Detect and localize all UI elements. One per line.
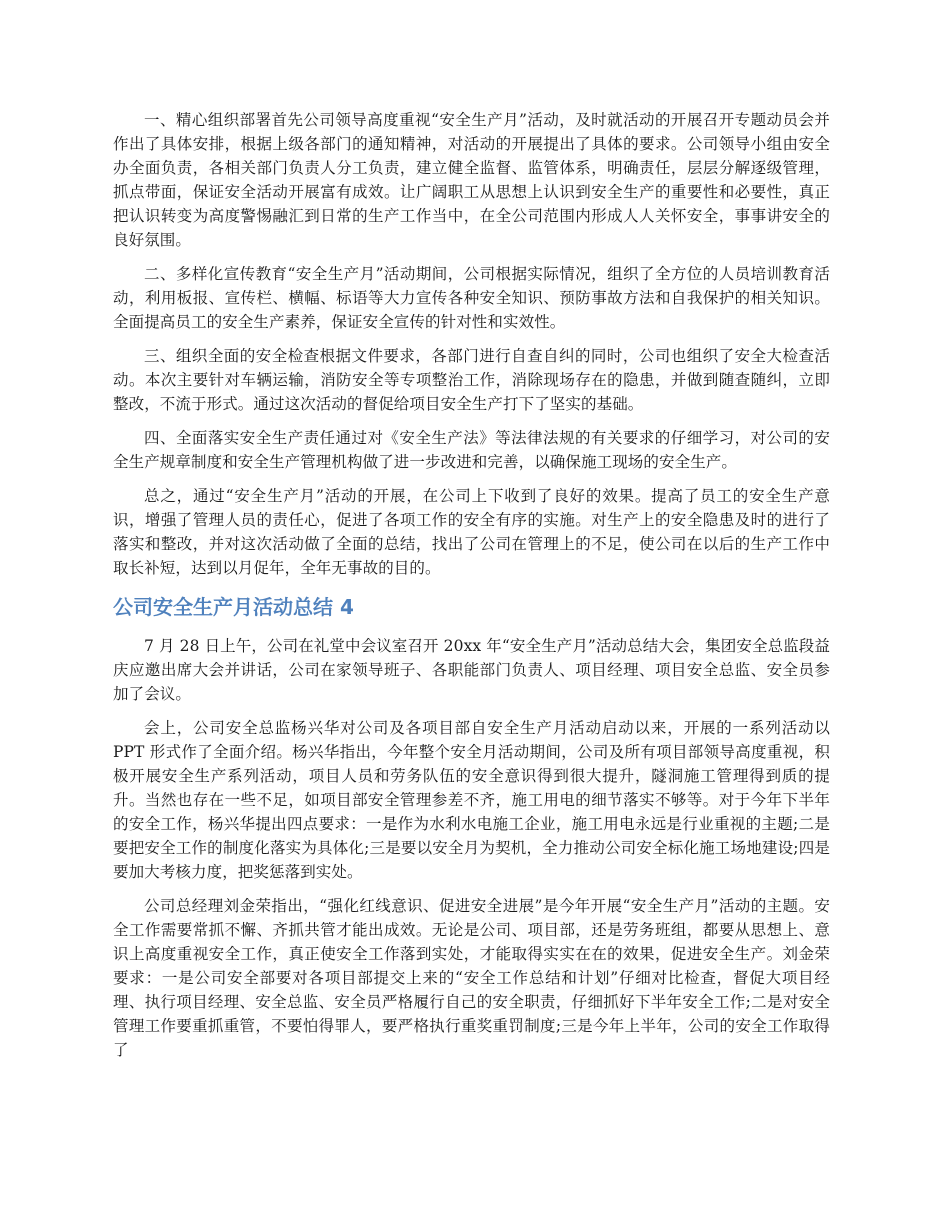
paragraph-general-manager-speech: 公司总经理刘金荣指出，“强化红线意识、促进安全进展”是今年开展“安全生产月”活动的主题。安全工作需要常抓不懈、齐抓共管才能出成效。无论是公司、项目部，还是劳务班组，都要从思想上、意识上高度重视安全工作，真正使安全工作落到实处，才能取得实实在在的效果，促进安全生产。刘金荣要求：一是公司安全部要对各项目部提交上来的“安全工作总结和计划”仔细对比检查，督促大项目经理、执行项目经理、安全总监、安全员严格履行自己的安全职责，仔细抓好下半年安全工作;二是对安全管理工作要重抓重管，不要怕得罪人，要严格执行重奖重罚制度;三是今年上半年，公司的安全工作取得了	[113, 897, 830, 1059]
paragraph-publicity-education: 二、多样化宣传教育“安全生产月”活动期间，公司根据实际情况，组织了全方位的人员培训教育活动，利用板报、宣传栏、横幅、标语等大力宣传各种安全知识、预防事故方法和自我保护的相关知识。全面提高员工的安全生产素养，保证安全宣传的针对性和实效性。	[113, 265, 830, 331]
paragraph-safety-inspection: 三、组织全面的安全检查根据文件要求，各部门进行自查自纠的同时，公司也组织了安全大检查活动。本次主要针对车辆运输，消防安全等专项整治工作，消除现场存在的隐患，并做到随查随纠，立即整改，不流于形式。通过这次活动的督促给项目安全生产打下了坚实的基础。	[113, 347, 830, 413]
paragraph-meeting-intro: 7 月 28 日上午，公司在礼堂中会议室召开 20xx 年“安全生产月”活动总结大会，集团安全总监段益庆应邀出席大会并讲话，公司在家领导班子、各职能部门负责人、项目经理、项目安全总监、安全员参加了会议。	[113, 637, 830, 703]
paragraph-conclusion: 总之，通过“安全生产月”活动的开展，在公司上下收到了良好的效果。提高了员工的安全生产意识，增强了管理人员的责任心，促进了各项工作的安全有序的实施。对生产上的安全隐患及时的进行了落实和整改，并对这次活动做了全面的总结，找出了公司在管理上的不足，使公司在以后的生产工作中取长补短，达到以月促年，全年无事故的目的。	[113, 487, 830, 577]
section-heading: 公司安全生产月活动总结 4	[113, 595, 354, 619]
paragraph-organize-deploy: 一、精心组织部署首先公司领导高度重视“安全生产月”活动，及时就活动的开展召开专题动员会并作出了具体安排，根据上级各部门的通知精神，对活动的开展提出了具体的要求。公司领导小组由安全办全面负责，各相关部门负责人分工负责，建立健全监督、监管体系，明确责任，层层分解逐级管理，抓点带面，保证安全活动开展富有成效。让广阔职工从思想上认识到安全生产的重要性和必要性，真正把认识转变为高度警惕融汇到日常的生产工作当中，在全公司范围内形成人人关怀安全，事事讲安全的良好氛围。	[113, 111, 830, 249]
paragraph-responsibility: 四、全面落实安全生产责任通过对《安全生产法》等法律法规的有关要求的仔细学习，对公司的安全生产规章制度和安全生产管理机构做了进一步改进和完善，以确保施工现场的安全生产。	[113, 429, 830, 471]
paragraph-safety-director-report: 会上，公司安全总监杨兴华对公司及各项目部自安全生产月活动启动以来，开展的一系列活动以 PPT 形式作了全面介绍。杨兴华指出，今年整个安全月活动期间，公司及所有项目部领导高度重视，积极开展安全生产系列活动，项目人员和劳务队伍的安全意识得到很大提升，隧洞施工管理得到质的提升。当然也存在一些不足，如项目部安全管理参差不齐，施工用电的细节落实不够等。对于今年下半年的安全工作，杨兴华提出四点要求：一是作为水利水电施工企业，施工用电永远是行业重视的主题;二是要把安全工作的制度化落实为具体化;三是要以安全月为契机，全力推动公司安全标化施工场地建设;四是要加大考核力度，把奖惩落到实处。	[113, 719, 830, 881]
